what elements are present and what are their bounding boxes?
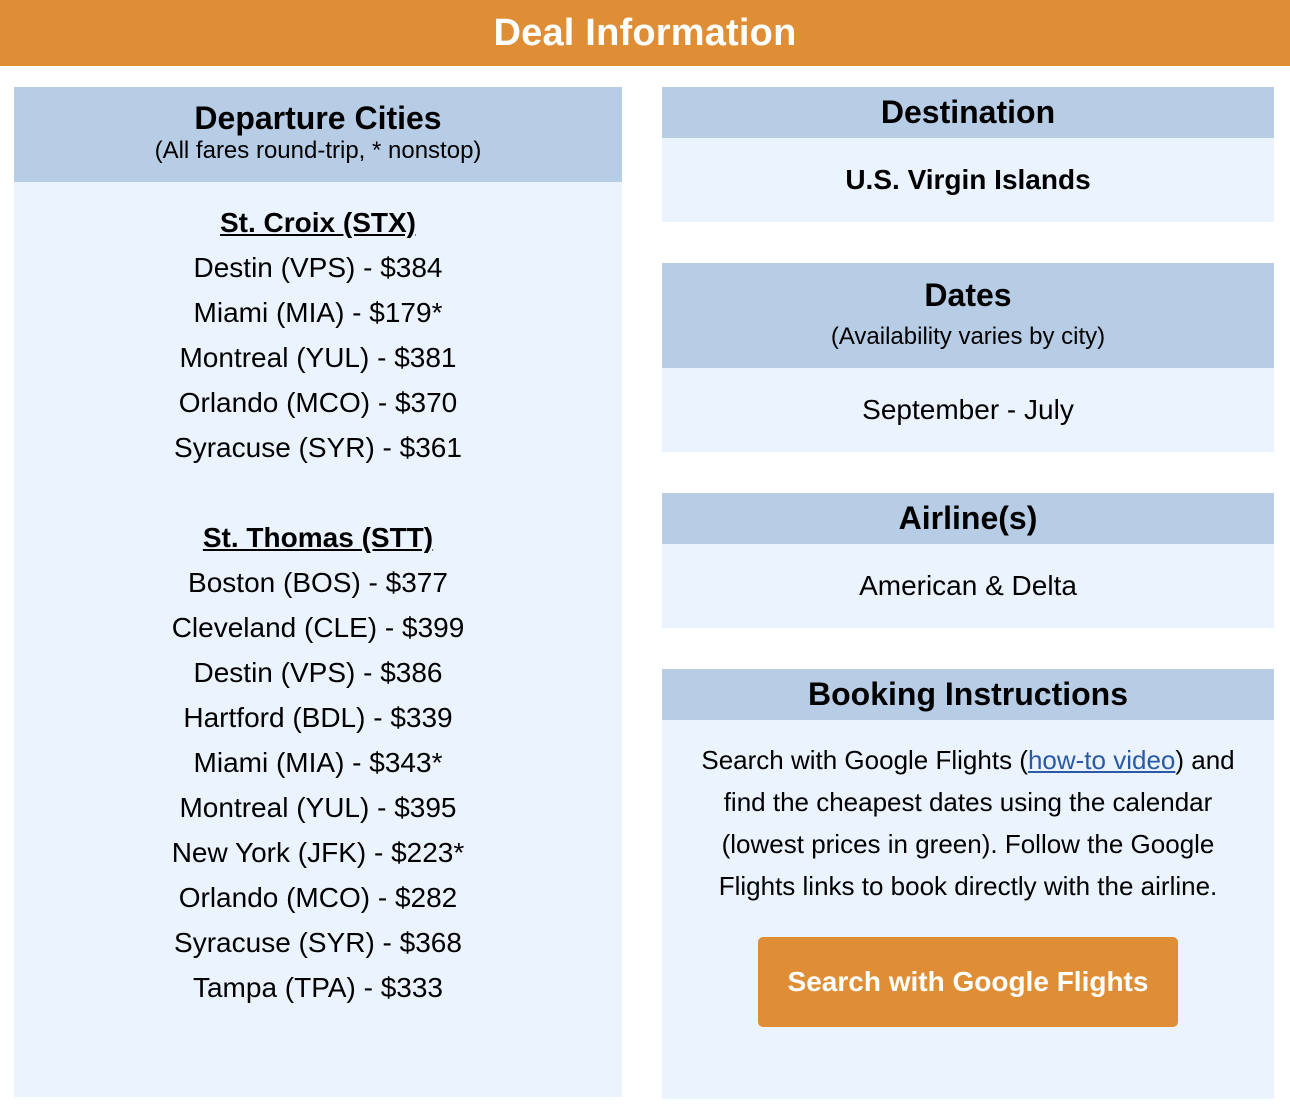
fare-item: Orlando (MCO) - $282 xyxy=(178,882,458,913)
airlines-value: American & Delta xyxy=(859,570,1077,601)
airlines-panel xyxy=(662,493,1274,628)
destination-value: U.S. Virgin Islands xyxy=(845,164,1091,195)
departure-city-list xyxy=(14,182,622,1010)
dates-value: September - July xyxy=(862,394,1074,425)
dates-panel xyxy=(662,263,1274,452)
booking-text-before-link: Search with Google Flights ( xyxy=(701,745,1028,775)
dates-subtitle: (Availability varies by city) xyxy=(830,323,1106,350)
booking-header xyxy=(662,669,1274,720)
how-to-video-link[interactable]: how-to video xyxy=(1027,745,1176,775)
fare-item: Syracuse (SYR) - $368 xyxy=(174,927,462,958)
destination-title: Destination xyxy=(880,94,1056,130)
dates-title: Dates xyxy=(924,277,1012,313)
fare-item: Cleveland (CLE) - $399 xyxy=(171,612,465,643)
booking-text-after-link: ) and find the cheapest dates using the calendar (lowest prices in green). Follow the Google Flights links to book directly with the airline. xyxy=(718,745,1235,901)
booking-panel xyxy=(662,669,1274,1099)
booking-title: Booking Instructions xyxy=(808,676,1128,712)
destination-panel xyxy=(662,87,1274,222)
booking-instructions-text xyxy=(698,739,1238,907)
fare-item: Hartford (BDL) - $339 xyxy=(183,702,453,733)
fare-item: Miami (MIA) - $343* xyxy=(193,747,443,778)
fare-item: Miami (MIA) - $179* xyxy=(193,297,443,328)
destination-header xyxy=(662,87,1274,138)
departure-cities-header xyxy=(14,87,622,182)
fare-item: Destin (VPS) - $384 xyxy=(193,252,443,283)
departure-cities-subtitle: (All fares round-trip, * nonstop) xyxy=(154,137,482,164)
fare-item: Montreal (YUL) - $395 xyxy=(179,792,457,823)
fare-item: New York (JFK) - $223* xyxy=(171,837,465,868)
page-title: Deal Information xyxy=(493,11,797,54)
departure-cities-title: Departure Cities xyxy=(194,100,442,136)
departure-cities-panel xyxy=(14,87,622,1097)
group-st-croix xyxy=(14,200,622,470)
group-title-st-croix: St. Croix (STX) xyxy=(219,207,416,238)
airlines-header xyxy=(662,493,1274,544)
fare-item: Boston (BOS) - $377 xyxy=(188,567,448,598)
fare-item: Syracuse (SYR) - $361 xyxy=(174,432,462,463)
airlines-title: Airline(s) xyxy=(898,500,1038,536)
fare-item: Orlando (MCO) - $370 xyxy=(178,387,458,418)
fare-item: Destin (VPS) - $386 xyxy=(193,657,443,688)
search-google-flights-button[interactable]: Search with Google Flights xyxy=(758,937,1178,1027)
group-title-st-thomas: St. Thomas (STT) xyxy=(202,522,434,553)
deal-info-banner xyxy=(0,0,1290,66)
fare-item: Tampa (TPA) - $333 xyxy=(192,972,444,1003)
fare-item: Montreal (YUL) - $381 xyxy=(179,342,457,373)
dates-header xyxy=(662,263,1274,368)
group-st-thomas xyxy=(14,515,622,1010)
